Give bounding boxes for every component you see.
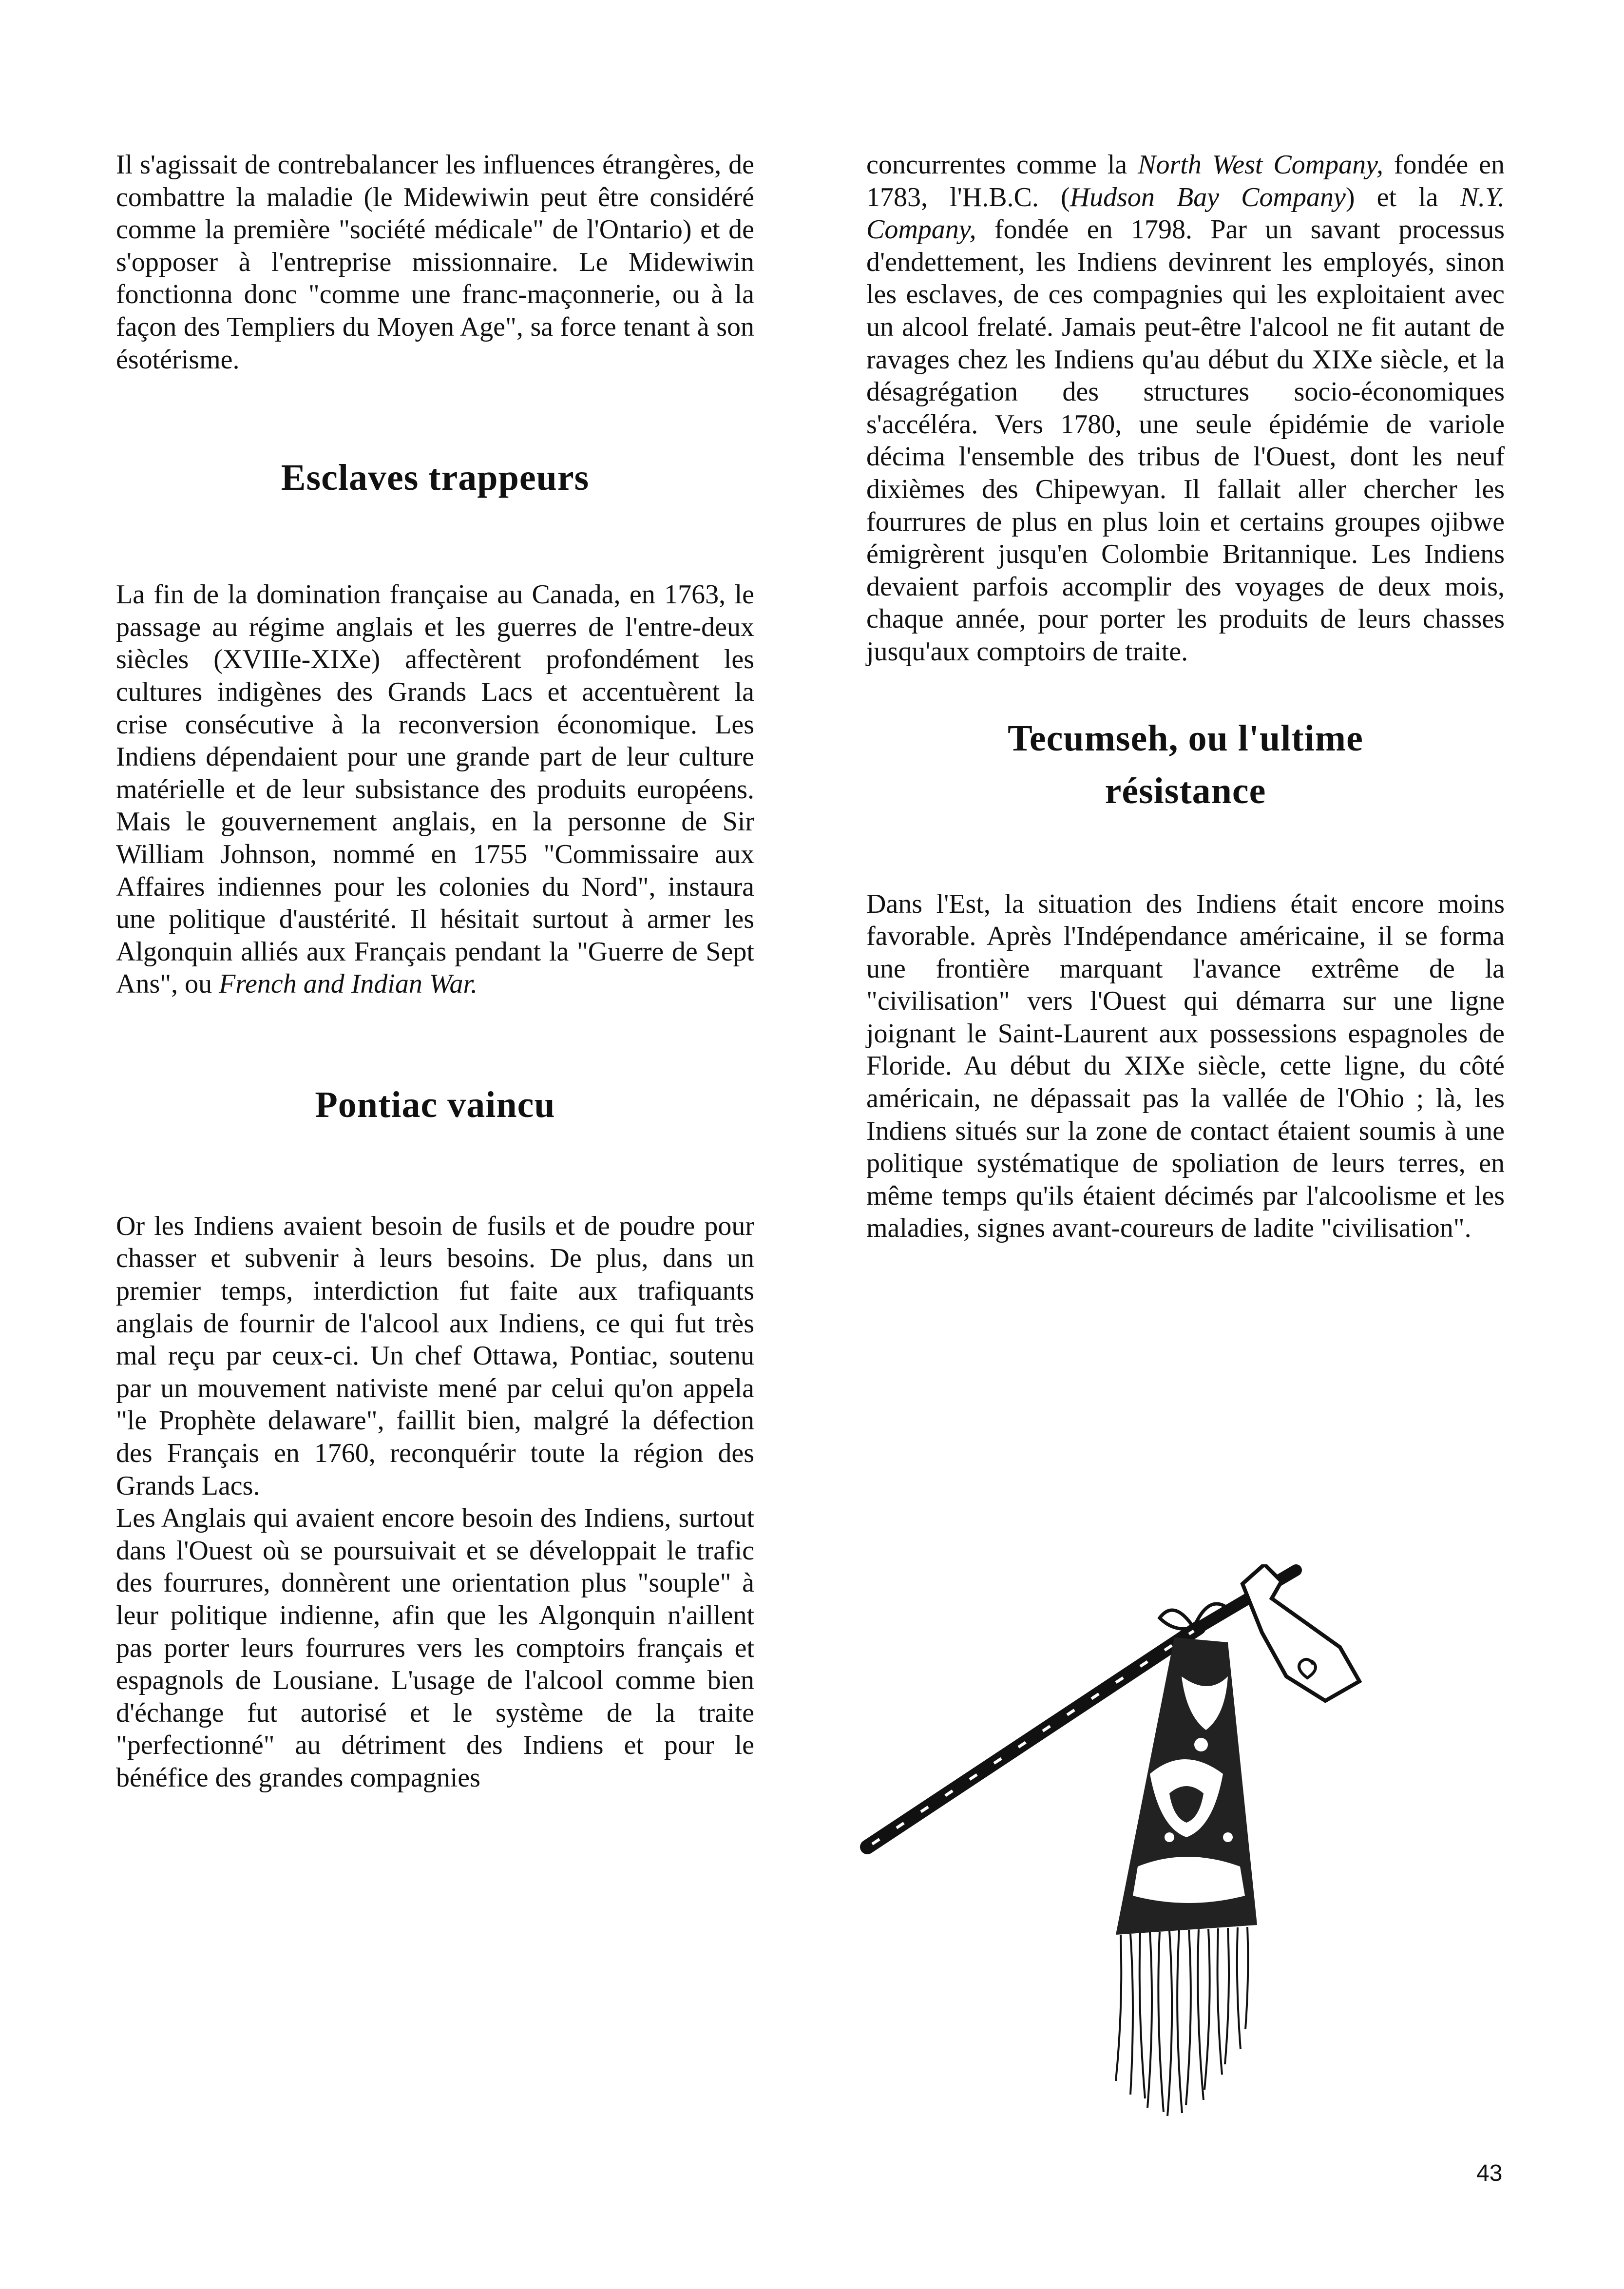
paragraph-compagnies [866, 149, 1505, 668]
paragraph-text: fondée en 1783, l'H.B.C. ( [866, 150, 1505, 212]
page-number: 43 [1476, 2160, 1503, 2186]
paragraph-text: ) et la [1345, 182, 1438, 212]
heading-esclaves-trappeurs: Esclaves trappeurs [281, 457, 590, 499]
paragraph-text: La fin de la domination française au Canada, en 1763, le passage au régime anglais et les guerres de l'entre-deux siècles (XVIIIe-XIXe) affectèrent profondément les cultures indigènes des Grands Lacs et accentuèrent la crise consécutive à la reconversion économique. Les Indiens dépendaient pour une grande part de leur culture matérielle et de leur subsistance des produits européens. Mais le gouvernement anglais, en la personne de Sir William Johnson, nommé en 1755 "Commissaire aux Affaires indiennes pour les colonies du Nord", instaura une politique d'austérité. Il hésitait surtout à armer les Algonquin alliés aux Français pendant la "Guerre de Sept Ans", ou [116, 579, 754, 1000]
paragraph-text: fondée en 1798. Par un savant processus d'endettement, les Indiens devinrent les employés, sinon les esclaves, de ces compagnies qui les exploitaient avec un alcool frelaté. Jamais peut-être l'alcool ne fit autant de ravages chez les Indiens qu'au début du XIXe siècle, et la désagrégation des structures socio-économiques s'accéléra. Vers 1780, une seule épidémie de variole décima l'ensemble des tribus de l'Ouest, dont les neuf dixièmes des Chipewyan. Il fallait aller chercher les fourrures de plus en plus loin et certains groupes ojibwe émigrèrent jusqu'en Colombie Britannique. Les Indiens devaient parfois accomplir des voyages de deux mois, chaque année, pour porter les produits de leurs chasses jusqu'aux comptoirs de traite. [866, 214, 1505, 667]
heading-tecumseh-line2: résistance [1105, 770, 1266, 811]
italic-ny-company: N.Y. Company, [866, 182, 1505, 245]
fringe [1116, 1927, 1248, 2116]
italic-french-indian-war: French and Indian War. [219, 969, 478, 1000]
italic-hudson-bay-company: Hudson Bay Company [1070, 182, 1346, 212]
axe-head [1242, 1564, 1359, 1701]
paragraph-midewiwin: Il s'agissait de contrebalancer les influences étrangères, de combattre la maladie (le Midewiwin peut être considéré comme la première "société médicale" de l'Ontario) et de s'opposer à l'entreprise missionnaire. Le Midewiwin fonctionna donc "comme une franc-maçonnerie, ou à la façon des Templiers du Moyen Age", sa force tenant à son ésotérisme. [116, 150, 754, 375]
heading-tecumseh-line1: Tecumseh, ou l'ultime [1008, 717, 1363, 759]
italic-north-west-company: North West Company, [1138, 150, 1383, 180]
heading-pontiac-vaincu: Pontiac vaincu [315, 1084, 555, 1125]
beaded-pouch [1116, 1637, 1257, 1935]
left-column [116, 149, 754, 1794]
right-column [866, 149, 1505, 1245]
paragraph-text: concurrentes comme la [866, 150, 1127, 180]
paragraph-est-situation: Dans l'Est, la situation des Indiens était encore moins favorable. Après l'Indépendance américaine, il se forma une frontière marquant l'avance extrême de la "civilisation" vers l'Ouest qui démarra sur une ligne joignant le Saint-Laurent aux possessions espagnoles de Floride. Au début du XIXe siècle, cette ligne, du côté américain, ne dépassait pas la vallée de l'Ohio ; là, les Indiens situés sur la zone de contact étaient soumis à une politique systématique de spoliation de leurs terres, en même temps qu'ils étaient décimés par l'alcoolisme et les maladies, signes avant-coureurs de ladite "civilisation". [866, 888, 1505, 1244]
pipe-tomahawk-icon [858, 1564, 1501, 2198]
paragraph-fusils-poudre: Or les Indiens avaient besoin de fusils et de poudre pour chasser et subvenir à leurs besoins. De plus, dans un premier temps, interdiction fut faite aux trafiquants anglais de fournir de l'alcool aux Indiens, ce qui fut très mal reçu par ceux-ci. Un chef Ottawa, Pontiac, soutenu par un mouvement nativiste mené par celui qu'on appela "le Prophète delaware", faillit bien, malgré la défection des Français en 1760, reconquérir toute la région des Grands Lacs. [116, 1211, 754, 1501]
paragraph-domination-francaise [116, 578, 754, 1000]
paragraph-anglais-fourrures: Les Anglais qui avaient encore besoin des Indiens, surtout dans l'Ouest où se poursuivait et se développait le trafic des fourrures, donnèrent une orientation plus "souple" à leur politique indienne, afin que les Algonquin n'aillent pas porter leurs fourrures vers les comptoirs français et espagnols de Lousiane. L'usage de l'alcool comme bien d'échange fut autorisé et le système de la traite "perfectionné" au détriment des Indiens et pour le bénéfice des grandes compagnies [116, 1503, 754, 1793]
